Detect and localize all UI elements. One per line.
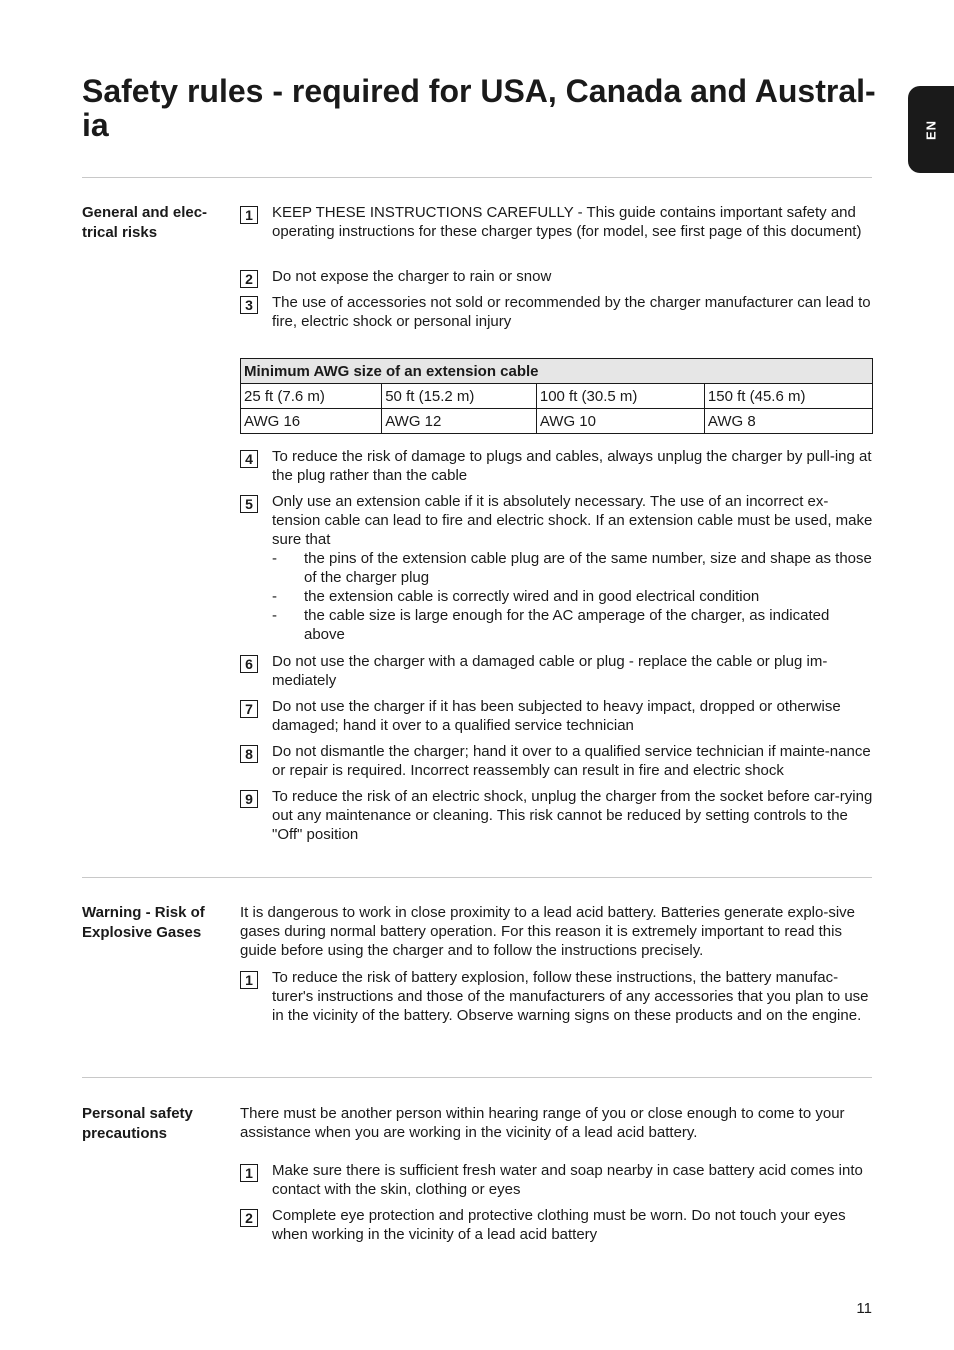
list-item bbox=[240, 652, 873, 690]
list-item bbox=[240, 447, 873, 485]
dash-marker: - bbox=[272, 550, 277, 567]
item-text: Do not dismantle the charger; hand it over to a qualified service technician if mainte-nance or repair is required. Incorrect reassembly can result in fire and electric shock bbox=[272, 743, 871, 779]
extension-cable-table bbox=[240, 358, 873, 434]
item-number: 6 bbox=[240, 655, 258, 673]
item-number: 8 bbox=[240, 745, 258, 763]
item-number: 2 bbox=[240, 270, 258, 288]
sub-item-text: the pins of the extension cable plug are of the same number, size and shape as those of the charger plug bbox=[304, 550, 872, 586]
sub-item-text: the cable size is large enough for the AC amperage of the charger, as indicated above bbox=[304, 607, 830, 643]
divider bbox=[82, 1077, 872, 1078]
item-number: 7 bbox=[240, 700, 258, 718]
item-text: To reduce the risk of an electric shock, unplug the charger from the socket before car-rying out any maintenance or cleaning. This risk cannot be reduced by setting controls to the "Off" position bbox=[272, 788, 873, 843]
table-cell: 100 ft (30.5 m) bbox=[536, 384, 704, 409]
item-text: Do not expose the charger to rain or snow bbox=[272, 268, 552, 285]
section-title-general: General and elec-trical risks bbox=[82, 204, 208, 241]
item-text: Make sure there is sufficient fresh water and soap nearby in case battery acid comes into contact with the skin, clothing or eyes bbox=[272, 1162, 863, 1198]
item-text: To reduce the risk of battery explosion, follow these instructions, the battery manufac-turer's instructions and those of the manufacturers of any accessories that you plan to use in the vicinity of the battery. Observe warning signs on these products and on the engine. bbox=[272, 969, 869, 1024]
sub-list-item bbox=[272, 549, 873, 587]
table-cell: 25 ft (7.6 m) bbox=[241, 384, 382, 409]
table-cell: 150 ft (45.6 m) bbox=[704, 384, 872, 409]
list-item bbox=[240, 742, 873, 780]
list-item bbox=[240, 697, 873, 735]
list-item bbox=[240, 203, 873, 241]
item-text: KEEP THESE INSTRUCTIONS CAREFULLY - This guide contains important safety and operating instructions for these charger types (for model, see first page of this document) bbox=[272, 204, 862, 240]
list-item bbox=[240, 1161, 873, 1199]
section-intro: There must be another person within hearing range of you or close enough to come to your assistance when you are working in the vicinity of a lead acid battery. bbox=[240, 1105, 845, 1141]
table-cell: AWG 16 bbox=[241, 409, 382, 434]
item-number: 9 bbox=[240, 790, 258, 808]
item-text: Do not use the charger with a damaged cable or plug - replace the cable or plug im-mediately bbox=[272, 653, 828, 689]
table-header: Minimum AWG size of an extension cable bbox=[241, 359, 873, 384]
language-tab[interactable] bbox=[908, 86, 954, 173]
list-item bbox=[240, 787, 873, 844]
table-cell: AWG 8 bbox=[704, 409, 872, 434]
list-item bbox=[240, 293, 873, 331]
page-number: 11 bbox=[856, 1300, 872, 1317]
section-title-personal-safety: Personal safety precautions bbox=[82, 1105, 193, 1142]
item-text: Do not use the charger if it has been subjected to heavy impact, dropped or otherwise damaged; hand it over to a qualified service technician bbox=[272, 698, 841, 734]
item-number: 2 bbox=[240, 1209, 258, 1227]
item-number: 1 bbox=[240, 1164, 258, 1182]
list-item bbox=[240, 1206, 873, 1244]
item-text: To reduce the risk of damage to plugs and cables, always unplug the charger by pull-ing at the plug rather than the cable bbox=[272, 448, 872, 484]
table-cell: AWG 10 bbox=[536, 409, 704, 434]
list-item bbox=[240, 492, 873, 644]
item-text: The use of accessories not sold or recommended by the charger manufacturer can lead to fire, electric shock or personal injury bbox=[272, 294, 871, 330]
sub-list-item bbox=[272, 606, 873, 644]
section-title-explosive-gases: Warning - Risk of Explosive Gases bbox=[82, 904, 205, 941]
table-row bbox=[241, 384, 873, 409]
dash-marker: - bbox=[272, 588, 277, 605]
item-number: 4 bbox=[240, 450, 258, 468]
section-intro: It is dangerous to work in close proximity to a lead acid battery. Batteries generate explo-sive gases during normal battery operation. For this reason it is extremely important to read this guide before using the charger and to follow the instructions precisely. bbox=[240, 904, 856, 959]
item-number: 1 bbox=[240, 206, 258, 224]
item-text: Only use an extension cable if it is absolutely necessary. The use of an incorrect ex-tension cable can lead to fire and electric shock. If an extension cable must be used, make sure that bbox=[272, 493, 873, 548]
divider bbox=[82, 177, 872, 178]
sub-item-text: the extension cable is correctly wired and in good electrical condition bbox=[304, 588, 760, 605]
list-item bbox=[240, 968, 873, 1025]
sub-list-item bbox=[272, 587, 873, 606]
language-tab-label: EN bbox=[923, 119, 939, 140]
divider bbox=[82, 877, 872, 878]
dash-marker: - bbox=[272, 607, 277, 624]
table-row bbox=[241, 409, 873, 434]
page-title: Safety rules - required for USA, Canada and Austral- ia bbox=[82, 73, 876, 143]
item-number: 5 bbox=[240, 495, 258, 513]
table-cell: AWG 12 bbox=[382, 409, 537, 434]
item-text: Complete eye protection and protective clothing must be worn. Do not touch your eyes when working in the vicinity of a lead acid battery bbox=[272, 1207, 846, 1243]
item-number: 1 bbox=[240, 971, 258, 989]
list-item bbox=[240, 267, 873, 286]
table-cell: 50 ft (15.2 m) bbox=[382, 384, 537, 409]
item-number: 3 bbox=[240, 296, 258, 314]
